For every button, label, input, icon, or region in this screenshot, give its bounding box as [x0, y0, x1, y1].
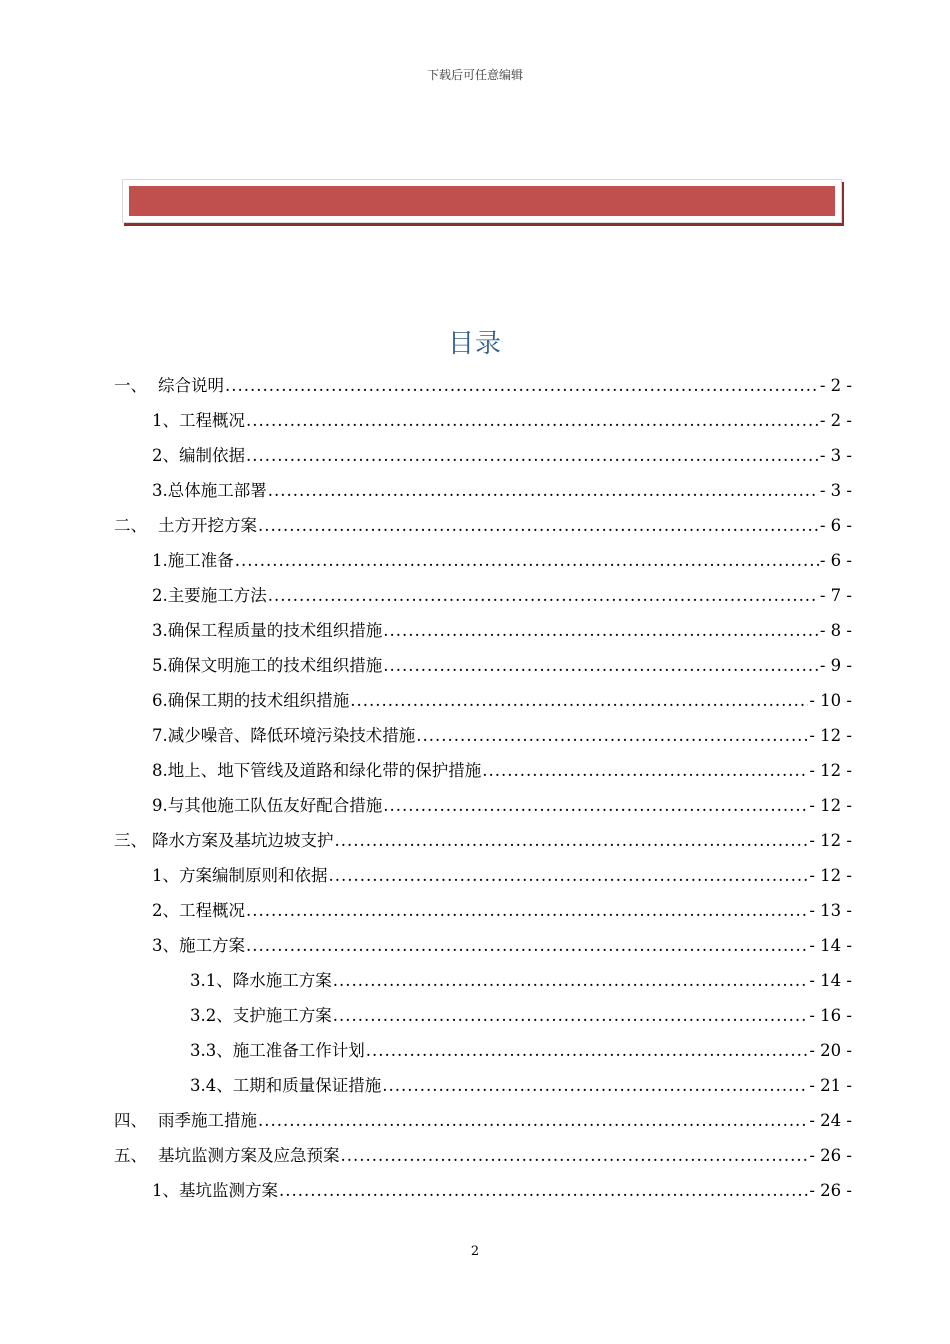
toc-dot-leader [335, 823, 809, 858]
toc-entry-page: - 2 - [819, 411, 852, 430]
toc-entry-label: 2.主要施工方法 [152, 586, 267, 605]
toc-entry[interactable] [190, 1068, 852, 1103]
toc-entry-page: - 26 - [809, 1181, 852, 1200]
toc-entry-page: - 14 - [809, 936, 852, 955]
toc-entry[interactable] [114, 368, 852, 403]
toc-entry-page: - 9 - [819, 656, 852, 675]
toc-entry-page: - 12 - [809, 796, 852, 815]
toc-entry-page: - 8 - [819, 621, 852, 640]
toc-entry-label: 3.3、施工准备工作计划 [190, 1041, 365, 1060]
toc-entry[interactable] [152, 438, 852, 473]
toc-entry-page: - 3 - [819, 481, 852, 500]
toc-entry-page: - 24 - [809, 1111, 852, 1130]
toc-entry[interactable] [152, 613, 852, 648]
toc-entry[interactable] [190, 998, 852, 1033]
toc-entry-page: - 14 - [809, 971, 852, 990]
toc-entry-page: - 12 - [809, 831, 852, 850]
toc-entry[interactable] [152, 788, 852, 823]
toc-entry-label: 3.2、支护施工方案 [190, 1006, 332, 1025]
toc-entry[interactable] [114, 1138, 852, 1173]
toc-entry-page: - 2 - [819, 376, 852, 395]
toc-dot-leader [246, 893, 808, 928]
toc-entry[interactable] [114, 823, 852, 858]
toc-entry[interactable] [152, 403, 852, 438]
toc-dot-leader [383, 648, 819, 683]
toc-entry-page: - 6 - [819, 551, 852, 570]
toc-entry-label: 土方开挖方案 [158, 516, 257, 535]
page-number: 2 [470, 1244, 480, 1259]
toc-dot-leader [246, 403, 819, 438]
toc-entry-page: - 12 - [809, 866, 852, 885]
toc-entry[interactable] [152, 648, 852, 683]
toc-entry-label: 1、工程概况 [152, 411, 245, 430]
toc-entry-page: - 12 - [809, 726, 852, 745]
toc-entry-label: 1.施工准备 [152, 551, 234, 570]
toc-entry-label: 3.确保工程质量的技术组织措施 [152, 621, 383, 640]
toc-dot-leader [382, 1068, 808, 1103]
toc-entry-page: - 10 - [809, 691, 852, 710]
toc-entry-page: - 20 - [809, 1041, 852, 1060]
toc-entry-page: - 6 - [819, 516, 852, 535]
toc-entry-label: 8.地上、地下管线及道路和绿化带的保护措施 [152, 761, 482, 780]
toc-entry-label: 5.确保文明施工的技术组织措施 [152, 656, 383, 675]
toc-entry[interactable] [152, 578, 852, 613]
toc-dot-leader [225, 368, 819, 403]
toc-entry-label: 雨季施工措施 [158, 1111, 257, 1130]
toc-entry-label: 9.与其他施工队伍友好配合措施 [152, 796, 383, 815]
toc-entry[interactable] [152, 473, 852, 508]
title-banner-fill [129, 186, 835, 216]
toc-entry[interactable] [152, 543, 852, 578]
toc-dot-leader [333, 963, 809, 998]
toc-entry-label: 3.总体施工部署 [152, 481, 267, 500]
toc-entry-label: 3.4、工期和质量保证措施 [190, 1076, 382, 1095]
toc-entry[interactable] [152, 893, 852, 928]
toc-dot-leader [235, 543, 819, 578]
toc-entry-label: 降水方案及基坑边坡支护 [152, 831, 334, 850]
toc-entry-label: 综合说明 [158, 376, 224, 395]
toc-entry[interactable] [190, 963, 852, 998]
toc-entry-number: 一、 [114, 376, 147, 395]
toc-entry[interactable] [190, 1033, 852, 1068]
toc-entry-label: 3.1、降水施工方案 [190, 971, 332, 990]
toc-entry[interactable] [114, 1103, 852, 1138]
toc-entry-number: 三、 [114, 831, 147, 850]
toc-entry[interactable] [114, 508, 852, 543]
toc-dot-leader [383, 613, 819, 648]
toc-title: 目录 [447, 329, 502, 359]
toc-dot-leader [416, 718, 808, 753]
toc-entry-page: - 3 - [819, 446, 852, 465]
toc-entry-label: 6.确保工期的技术组织措施 [152, 691, 350, 710]
toc-entry-label: 2、工程概况 [152, 901, 245, 920]
toc-entry-label: 1、方案编制原则和依据 [152, 866, 328, 885]
toc-entry-number: 四、 [114, 1111, 147, 1130]
toc-entry[interactable] [152, 858, 852, 893]
toc-entry-page: - 21 - [809, 1076, 852, 1095]
toc-entry-page: - 7 - [819, 586, 852, 605]
toc-entry[interactable] [152, 928, 852, 963]
toc-entry-label: 2、编制依据 [152, 446, 245, 465]
header-note: 下载后可任意编辑 [426, 68, 523, 82]
toc-dot-leader [333, 998, 809, 1033]
toc-entry-label: 基坑监测方案及应急预案 [158, 1146, 340, 1165]
toc-dot-leader [329, 858, 809, 893]
toc-entry[interactable] [152, 683, 852, 718]
toc-entry[interactable] [152, 1173, 852, 1208]
toc-entry-number: 五、 [114, 1146, 147, 1165]
toc-dot-leader [350, 683, 808, 718]
toc-dot-leader [268, 578, 819, 613]
toc-entry[interactable] [152, 718, 852, 753]
toc-entry-label: 1、基坑监测方案 [152, 1181, 278, 1200]
toc-dot-leader [279, 1173, 808, 1208]
toc-entry-number: 二、 [114, 516, 147, 535]
toc-entry-label: 3、施工方案 [152, 936, 245, 955]
toc-dot-leader [341, 1138, 809, 1173]
toc-dot-leader [268, 473, 819, 508]
title-banner [122, 179, 842, 223]
toc-dot-leader [246, 928, 808, 963]
toc-dot-leader [246, 438, 819, 473]
toc-entry-page: - 26 - [809, 1146, 852, 1165]
toc-entry-label: 7.减少噪音、降低环境污染技术措施 [152, 726, 416, 745]
toc-dot-leader [258, 1103, 808, 1138]
toc-entry[interactable] [152, 753, 852, 788]
toc-dot-leader [366, 1033, 809, 1068]
toc-dot-leader [482, 753, 808, 788]
toc-entry-page: - 16 - [809, 1006, 852, 1025]
toc-dot-leader [383, 788, 808, 823]
toc-entry-page: - 12 - [809, 761, 852, 780]
toc-entry-page: - 13 - [809, 901, 852, 920]
toc-dot-leader [258, 508, 819, 543]
